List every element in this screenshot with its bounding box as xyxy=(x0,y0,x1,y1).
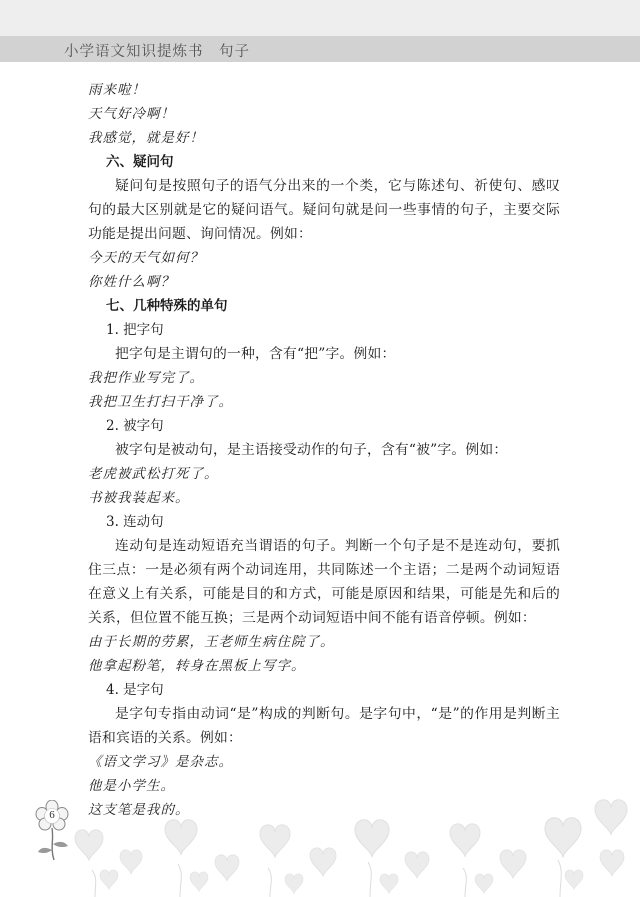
paragraph: 疑问句是按照句子的语气分出来的一个类，它与陈述句、祈使句、感叹句的最大区别就是它的疑问语气。疑问句就是问一些事情的句子，主要交际功能是提出问题、询问情况。例如： xyxy=(88,178,560,242)
decorative-hearts-footer xyxy=(0,790,640,897)
paragraph: 是字句专指由动词“是”构成的判断句。是字句中，“是”的作用是判断主语和宾语的关系。例如： xyxy=(88,706,560,746)
subsection-heading: 4. 是字句 xyxy=(106,682,164,698)
example-sentence: 老虎被武松打死了。 xyxy=(88,466,219,482)
example-sentence: 由于长期的劳累，王老师生病住院了。 xyxy=(88,634,335,650)
example-sentence: 我把卫生打扫干净了。 xyxy=(88,394,233,410)
example-sentence: 我把作业写完了。 xyxy=(88,370,204,386)
paragraph: 把字句是主谓句的一种，含有“把”字。例如： xyxy=(115,346,396,362)
example-sentence: 书被我装起来。 xyxy=(88,490,190,506)
example-sentence: 你姓什么啊？ xyxy=(88,274,175,290)
example-sentence: 我感觉，就是好！ xyxy=(88,130,204,146)
subsection-heading: 2. 被字句 xyxy=(106,418,164,434)
body-text xyxy=(88,78,560,822)
example-sentence: 天气好冷啊！ xyxy=(88,106,175,122)
section-heading: 六、疑问句 xyxy=(106,154,174,170)
example-sentence: 雨来啦！ xyxy=(88,82,146,98)
hearts-pattern-icon xyxy=(0,790,640,897)
header-title: 小学语文知识提炼书 句子 xyxy=(64,44,250,60)
example-sentence: 他是小学生。 xyxy=(88,778,175,794)
section-heading: 七、几种特殊的单句 xyxy=(106,298,228,314)
example-sentence: 他拿起粉笔，转身在黑板上写字。 xyxy=(88,658,306,674)
top-margin xyxy=(0,0,640,36)
subsection-heading: 1. 把字句 xyxy=(106,322,164,338)
page-number: 6 xyxy=(49,809,55,821)
example-sentence: 这支笔是我的。 xyxy=(88,802,190,818)
subsection-heading: 3. 连动句 xyxy=(106,514,164,530)
running-header xyxy=(0,36,640,62)
paragraph: 连动句是连动短语充当谓语的句子。判断一个句子是不是连动句，要抓住三点：一是必须有两个动词连用，共同陈述一个主语；二是两个动词短语在意义上有关系，可能是目的和方式，可能是原因和结果，可能是先和后的关系，但位置不能互换；三是两个动词短语中间不能有语音停顿。例如： xyxy=(88,538,560,626)
example-sentence: 《语文学习》是杂志。 xyxy=(88,754,233,770)
paragraph: 被字句是被动句，是主语接受动作的句子，含有“被”字。例如： xyxy=(115,442,508,458)
example-sentence: 今天的天气如何？ xyxy=(88,250,204,266)
